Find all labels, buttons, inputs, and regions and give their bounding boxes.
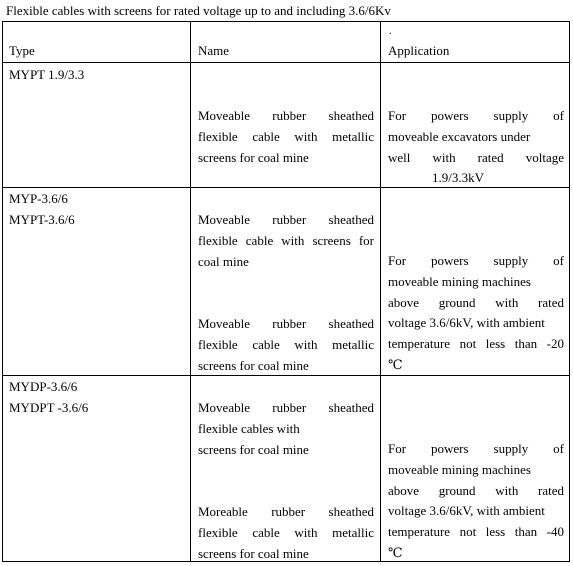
application-line: above ground with rated [388,294,564,310]
name-line: coal mine [198,253,249,269]
type-value: MYP-3.6/6 [9,191,68,206]
header-application: Application [388,43,450,58]
name-line: Moveable rubber sheathed [198,400,374,415]
table-border-left [2,21,3,562]
application-line: voltage 3.6/6kV, with ambient [388,315,545,331]
application-line: ℃ [388,356,403,372]
type-value: MYDPT -3.6/6 [9,399,89,415]
application-cell [388,251,564,376]
application-line: well with rated voltage [388,149,564,165]
application-line: moveable mining machines [388,461,531,477]
name-line: Moreable rubber sheathed [198,504,374,519]
application-line: temperature not less than -40 [388,524,564,540]
name-cell [198,502,374,564]
type-value: MYPT-3.6/6 [9,211,75,227]
name-line: Moveable rubber sheathed [198,108,374,123]
application-line: moveable excavators under [388,128,531,144]
cable-table [2,21,570,562]
name-line: flexible cables with [198,420,300,436]
type-cell [9,65,185,86]
column-divider [380,21,381,562]
application-line: For powers supply of [388,441,564,456]
name-line: Moveable rubber sheathed [198,316,374,331]
table-border-top [2,21,570,22]
application-line: above ground with rated [388,482,564,498]
application-cell [388,439,564,564]
name-line: screens for coal mine [198,357,309,373]
name-cell [198,398,374,460]
name-line: flexible cable with metallic [198,336,374,352]
name-line: screens for coal mine [198,149,309,165]
name-cell [198,210,374,272]
application-line: For powers supply of [388,253,564,268]
type-value: MYDP-3.6/6 [9,379,78,394]
application-line: 1.9/3.3kV [432,170,484,186]
name-cell [198,314,374,376]
name-line: screens for coal mine [198,441,309,457]
name-line: flexible cable with metallic [198,524,374,540]
header-name: Name [198,43,230,58]
column-divider [190,21,191,562]
application-line: moveable mining machines [388,273,531,289]
name-line: screens for coal mine [198,545,309,561]
header-type: Type [9,43,35,58]
name-line: Moveable rubber sheathed [198,212,374,227]
table-caption: Flexible cables with screens for rated voltage up to and including 3.6/6Kv [6,3,391,18]
name-line: flexible cable with metallic [198,128,374,144]
application-cell [388,106,564,189]
application-line: For powers supply of [388,108,564,123]
header-row-border [2,62,570,63]
type-cell [9,377,185,419]
type-value: MYPT 1.9/3.3 [9,67,85,82]
header-marker: . [389,26,392,37]
application-line: temperature not less than -20 [388,336,564,352]
name-cell [198,106,374,168]
table-border-right [569,21,570,562]
type-cell [9,189,185,231]
application-line: voltage 3.6/6kV, with ambient [388,503,545,519]
application-line: ℃ [388,544,403,560]
name-line: flexible cable with screens for [198,232,374,248]
